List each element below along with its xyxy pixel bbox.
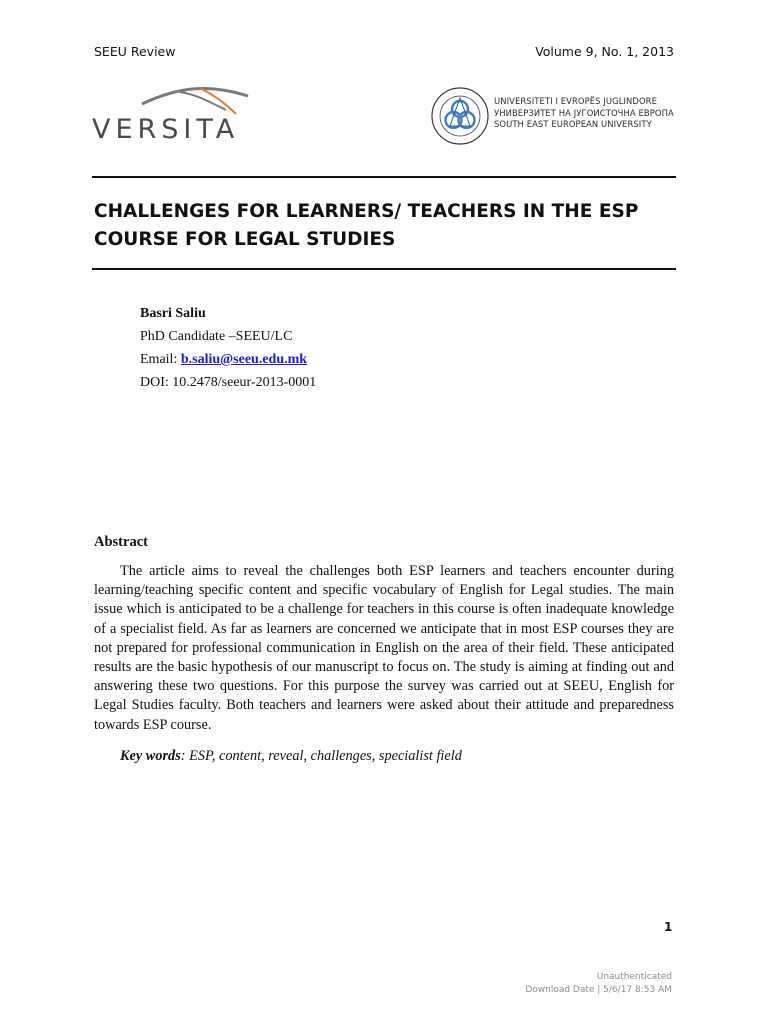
abstract-heading: Abstract: [94, 534, 148, 550]
versita-wordmark: VERSITA: [92, 114, 240, 145]
author-block: [140, 302, 316, 394]
page-number: 1: [664, 920, 673, 934]
keywords: [120, 748, 462, 765]
volume-info: Volume 9, No. 1, 2013: [535, 44, 674, 59]
keywords-separator: :: [180, 748, 190, 764]
author-email-link[interactable]: b.saliu@seeu.edu.mk: [180, 352, 308, 367]
auth-status: Unauthenticated: [596, 972, 672, 982]
university-name-macedonian: УНИВЕРЗИТЕТ НА ЈУГОИСТОЧНА ЕВРОПА: [494, 107, 674, 118]
paper-title: CHALLENGES FOR LEARNERS/ TEACHERS IN THE ESP COURSE FOR LEGAL STUDIES: [94, 201, 639, 250]
author-position: PhD Candidate –SEEU/LC: [140, 329, 293, 344]
author-name: Basri Saliu: [140, 306, 206, 321]
versita-logo: [92, 82, 252, 146]
running-head: [94, 44, 674, 62]
university-name-albanian: UNIVERSITETI I EVROPËS JUGLINDORE: [494, 96, 657, 106]
versita-swoosh-icon: [140, 82, 250, 116]
download-date: Download Date | 5/6/17 8:53 AM: [525, 985, 672, 995]
keywords-text: ESP, content, reveal, challenges, specialist field: [189, 748, 462, 764]
seeu-logo: [430, 86, 680, 146]
download-footer: [525, 971, 672, 997]
email-label: Email:: [140, 352, 181, 367]
keywords-label: Key words: [120, 748, 181, 764]
title-rule-bottom: [92, 268, 676, 270]
university-name-block: [494, 96, 674, 131]
author-email-line: [140, 348, 316, 371]
title-rule-top: [92, 176, 676, 178]
university-seal-icon: [430, 86, 490, 146]
doi: DOI: 10.2478/seeur-2013-0001: [140, 375, 317, 390]
abstract-text: The article aims to reveal the challenges both ESP learners and teachers encounter during learning/teaching specific content and specific vocabulary of English for Legal studies. The main issue which is anticipated to be a challenge for teachers in this course is often inadequate knowledge of a specialist field. As far as learners are concerned we anticipate that in most ESP courses they are not prepared for professional communication in English on the area of their field. These anticipated results are the basic hypothesis of our manuscript to focus on. The study is aiming at finding out and answering these two questions. For this purpose the survey was carried out at SEEU, English for Legal Studies faculty. Both teachers and learners were asked about their attitude and preparedness towards ESP course.: [94, 563, 674, 733]
journal-name: SEEU Review: [94, 44, 176, 59]
university-name-english: SOUTH EAST EUROPEAN UNIVERSITY: [494, 119, 652, 129]
